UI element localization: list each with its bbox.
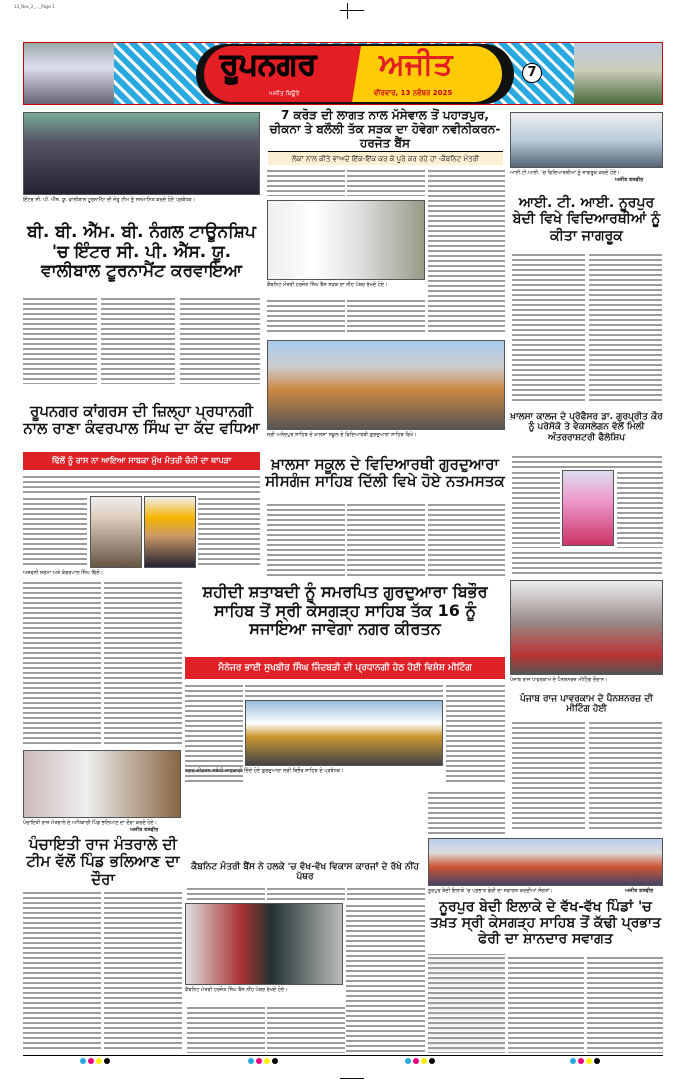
meeting-photo bbox=[245, 700, 443, 766]
iti-photo bbox=[510, 112, 663, 168]
body-text-column bbox=[23, 890, 101, 1050]
body-text-column bbox=[589, 252, 662, 402]
body-text-column bbox=[512, 470, 560, 548]
headline: ਪੰਜਾਬ ਰਾਜ ਪਾਵਰਕਾਮ ਦੇ ਪੈਨਸ਼ਨਰਜ਼ ਦੀ ਮੀਟਿੰਗ ਹੋਈ bbox=[520, 693, 653, 714]
portrait-photo bbox=[90, 496, 142, 568]
photo-caption: ਇੰਟਰ ਸੀ. ਪੀ. ਐੱਸ. ਯੂ. ਵਾਲੀਬਾਲ ਟੂਰਨਾਮੈਂਟ ਦੀ ਜੇਤੂ ਟੀਮ ਨੂੰ ਸਨਮਾਨਿਤ ਕਰਦੇ ਹੋਏ ਪ੍ਰਬੰਧਕ। bbox=[23, 197, 196, 203]
body-text-column bbox=[23, 496, 87, 568]
headline: ਕੈਬਨਿਟ ਮੰਤਰੀ ਬੈਂਸ ਨੇ ਹਲਕੇ 'ਚ ਵੱਖ-ਵੱਖ ਵਿਕਾਸ ਕਾਰਜਾਂ ਦੇ ਰੱਖੇ ਨੀਂਹ ਪੱਥਰ bbox=[191, 861, 419, 882]
masthead-city: ਰੂਪਨਗਰ bbox=[220, 47, 317, 82]
body-text-column bbox=[267, 1005, 345, 1053]
photo-caption: ਅਸ਼ਵਨੀ ਸ਼ਰਮਾ ਅਤੇ ਕੰਵਰਪਾਲ ਸਿੰਘ ਢਿੱਲੋਂ। bbox=[23, 570, 103, 576]
photo-credit: ਅਜੀਤ ਤਸਵੀਰ bbox=[130, 827, 159, 833]
body-text-column bbox=[512, 252, 585, 402]
body-text-column bbox=[187, 886, 265, 900]
body-text-column bbox=[267, 502, 345, 576]
issue-date: ਵੀਰਵਾਰ, 13 ਨਵੰਬਰ 2025 bbox=[374, 89, 453, 97]
masthead bbox=[23, 42, 663, 105]
headline: ਰੂਪਨਗਰ ਕਾਂਗਰਸ ਦੀ ਜ਼ਿਲ੍ਹਾ ਪ੍ਰਧਾਨਗੀ ਨਾਲ ਰਾਣਾ ਕੰਵਰਪਾਲ ਸਿੰਘ ਦਾ ਕੱਦ ਵਧਿਆ bbox=[23, 401, 260, 437]
photo-caption: ਕੈਬਨਿਟ ਮੰਤਰੀ ਹਰਜੋਤ ਸਿੰਘ ਬੈਂਸ ਨੀਂਹ ਪੱਥਰ ਰੱਖਦੇ ਹੋਏ। bbox=[185, 987, 288, 993]
headline: ਪੰਚਾਇਤੀ ਰਾਜ ਮੰਤਰਾਲੇ ਦੀ ਟੀਮ ਵੱਲੋਂ ਪਿੰਡ ਭਲਿਆਣ ਦਾ ਦੌਰਾ bbox=[26, 835, 180, 888]
body-text-column bbox=[347, 298, 425, 334]
body-text-column bbox=[512, 454, 662, 468]
body-text-column bbox=[245, 683, 443, 697]
students-group-photo bbox=[267, 340, 505, 430]
photo-caption: ਪੰਚਾਇਤੀ ਰਾਜ ਮੰਤਰਾਲੇ ਦੇ ਅਧਿਕਾਰੀ ਪਿੰਡ ਭਲਿਆਣ ਦਾ ਦੌਰਾ ਕਰਦੇ ਹੋਏ। bbox=[23, 820, 157, 826]
pensioners-photo bbox=[510, 580, 663, 675]
body-text-column bbox=[101, 296, 175, 384]
body-text-column bbox=[346, 903, 425, 1053]
page-number: 7 bbox=[522, 63, 542, 83]
registration-mark bbox=[347, 3, 348, 19]
body-text-column bbox=[428, 502, 505, 576]
photo-caption: ਨਗਰ ਕੀਰਤਨ ਸਬੰਧੀ ਜਾਣਕਾਰੀ ਦਿੰਦੇ ਹੋਏ ਗੁਰਦੁਆਰਾ ਸ੍ਰੀ ਬਿਭੌਰ ਸਾਹਿਬ ਦੇ ਪ੍ਰਬੰਧਕ। bbox=[185, 768, 344, 774]
color-registration-bar bbox=[570, 1058, 600, 1064]
body-text-column bbox=[508, 955, 584, 1053]
prabhat-feri-photo bbox=[428, 838, 663, 886]
headline: ਆਈ. ਟੀ. ਆਈ. ਨੂਰਪੁਰ ਬੇਦੀ ਵਿਖੇ ਵਿਦਿਆਰਥੀਆਂ ਨੂੰ ਕੀਤਾ ਜਾਗਰੂਕ bbox=[512, 195, 661, 244]
footer-rule bbox=[23, 1055, 663, 1056]
body-text-column bbox=[267, 298, 345, 334]
color-registration-bar bbox=[248, 1058, 278, 1064]
subheadline: ਲੋਕਾਂ ਨਾਲ ਕੀਤੇ ਵਾਅਦੇ ਇੱਕ-ਇੱਕ ਕਰ ਕੇ ਪੂਰੇ ਕਰ ਰਹੇ ਹਾਂ -ਕੈਬਨਿਟ ਮੰਤਰੀ bbox=[268, 151, 503, 165]
tagline: ਅਜੀਤ ਬਿਊਰੋ bbox=[269, 90, 300, 97]
red-banner: ਢਿੱਲੋਂ ਨੂੰ ਰਾਸ ਨਾ ਆਇਆ ਸਾਬਕਾ ਮੁੱਖ ਮੰਤਰੀ ਚੰਨੀ ਦਾ ਥਾਪੜਾ bbox=[23, 452, 260, 470]
color-registration-bar bbox=[80, 1058, 110, 1064]
headline: ਸ਼ਹੀਦੀ ਸ਼ਤਾਬਦੀ ਨੂੰ ਸਮਰਪਿਤ ਗੁਰਦੁਆਰਾ ਬਿਭੌਰ ਸਾਹਿਬ ਤੋਂ ਸ੍ਰੀ ਕੇਸਗੜ੍ਹ ਸਾਹਿਬ ਤੱਕ 16 ਨੂੰ ਸਜਾਇਆ ਜਾਵੇਗਾ ਨਗਰ ਕੀਰਤਨ bbox=[202, 582, 488, 639]
body-text-column bbox=[23, 474, 260, 494]
body-text-column bbox=[267, 886, 345, 900]
body-text-column bbox=[23, 296, 97, 384]
body-text-column bbox=[512, 550, 662, 574]
photo-caption: ਕੈਬਨਿਟ ਮੰਤਰੀ ਹਰਜੋਤ ਸਿੰਘ ਬੈਂਸ ਸੜਕ ਦਾ ਨੀਂਹ ਪੱਥਰ ਰੱਖਦੇ ਹੋਏ। bbox=[267, 282, 388, 288]
body-text-column bbox=[104, 580, 182, 745]
photo-caption: ਨੂਰਪੁਰ ਬੇਦੀ ਇਲਾਕੇ 'ਚ ਪ੍ਰਭਾਤ ਫੇਰੀ ਦਾ ਸਵਾਗਤ ਕਰਦੀਆਂ ਸੰਗਤਾਂ। bbox=[428, 888, 553, 894]
body-text-column bbox=[512, 720, 585, 832]
photo-credit: ਅਜੀਤ ਤਸਵੀਰ bbox=[615, 177, 644, 183]
portrait-photo bbox=[144, 496, 196, 568]
body-text-column bbox=[347, 886, 425, 900]
body-text-column bbox=[198, 496, 260, 568]
body-text-column bbox=[23, 748, 25, 749]
headline: ਖ਼ਾਲਸਾ ਸਕੂਲ ਦੇ ਵਿਦਿਆਰਥੀ ਗੁਰਦੁਆਰਾ ਸੀਸਗੰਜ ਸਾਹਿਬ ਦਿੱਲੀ ਵਿਖੇ ਹੋਏ ਨਤਮਸਤਕ bbox=[265, 454, 505, 490]
body-text-column bbox=[587, 955, 663, 1053]
volleyball-team-photo bbox=[23, 112, 260, 195]
body-text-column bbox=[347, 168, 425, 196]
body-text-column bbox=[617, 470, 663, 548]
body-text-column bbox=[428, 955, 505, 1053]
body-text-column bbox=[428, 168, 505, 333]
gurdwara-photo bbox=[24, 43, 114, 104]
photo-caption: ਆਈ.ਟੀ.ਆਈ. 'ਚ ਵਿਦਿਆਰਥੀਆਂ ਨੂੰ ਜਾਗਰੂਕ ਕਰਦੇ ਹੋਏ। bbox=[510, 170, 620, 176]
registration-mark bbox=[340, 1078, 364, 1079]
headline: ਖ਼ਾਲਸਾ ਕਾਲਜ ਦੇ ਪ੍ਰੋਫੈਸਰ ਡਾ. ਗੁਰਪ੍ਰੀਤ ਕੌਰ ਨੂੰ ਪਰੋਸੋਕੋ ਤੇ ਵੋਕਸਲੇਗਨ ਵੱਲੋਂ ਮਿਲੀ ਅੰਤਰਰਾਸ਼ਟਰੀ ਫੈਲੋਸ਼ਿਪ bbox=[510, 411, 663, 443]
foundation-stone-photo bbox=[267, 200, 425, 280]
body-text-column bbox=[347, 502, 425, 576]
photo-caption: ਸ੍ਰੀ ਅਨੰਦਪੁਰ ਸਾਹਿਬ ਦੇ ਖ਼ਾਲਸਾ ਸਕੂਲ ਦੇ ਵਿਦਿਆਰਥੀ ਗੁਰਦੁਆਰਾ ਸਾਹਿਬ ਵਿਖੇ। bbox=[267, 432, 417, 438]
red-banner: ਮੈਨੇਜਰ ਭਾਈ ਸੁਖਬੀਰ ਸਿੰਘ ਜਿੰਦਬੜੀ ਦੀ ਪ੍ਰਧਾਨਗੀ ਹੇਠ ਹੋਈ ਵਿਸ਼ੇਸ਼ ਮੀਟਿੰਗ bbox=[185, 657, 505, 679]
registration-mark bbox=[340, 10, 364, 11]
body-text-column bbox=[187, 1005, 265, 1053]
body-text-column bbox=[428, 790, 505, 835]
body-text-column bbox=[446, 683, 505, 783]
panchayat-visit-photo bbox=[23, 750, 181, 818]
masthead-paper: ਅਜੀਤ bbox=[379, 47, 453, 82]
headline: ਬੀ. ਬੀ. ਐੱਮ. ਬੀ. ਨੰਗਲ ਟਾਊਨਸ਼ਿਪ 'ਚ ਇੰਟਰ ਸੀ. ਪੀ. ਐੱਸ. ਯੂ. ਵਾਲੀਬਾਲ ਟੂਰਨਾਮੈਂਟ ਕਰਵਾਇਆ bbox=[27, 222, 256, 282]
body-text-column bbox=[267, 168, 345, 196]
professor-portrait bbox=[562, 470, 614, 546]
photo-credit: ਅਜੀਤ ਤਸਵੀਰ bbox=[625, 888, 654, 894]
headline: ਨੂਰਪੁਰ ਬੇਦੀ ਇਲਾਕੇ ਦੇ ਵੱਖ-ਵੱਖ ਪਿੰਡਾਂ 'ਚ ਤਖ਼ਤ ਸ੍ਰੀ ਕੇਸਗੜ੍ਹ ਸਾਹਿਬ ਤੋਂ ਕੱਢੀ ਪ੍ਰਭਾਤ ਫੇਰੀ ਦਾ ਸ਼ਾਨਦਾਰ ਸਵਾਗਤ bbox=[428, 895, 663, 951]
photo-caption: ਪੰਜਾਬ ਰਾਜ ਪਾਵਰਕਾਮ ਦੇ ਪੈਨਸ਼ਨਰਜ਼ ਮੀਟਿੰਗ ਦੌਰਾਨ। bbox=[510, 677, 608, 683]
body-text-column bbox=[104, 890, 182, 1050]
body-text-column bbox=[589, 720, 662, 832]
town-photo bbox=[574, 43, 662, 104]
lead-headline: 7 ਕਰੋੜ ਦੀ ਲਾਗਤ ਨਾਲ ਮੱਸੇਵਾਲ ਤੋਂ ਪਹਾੜਪੁਰ, ਚੀਕਨਾ ਤੇ ਬਲੌਲੀ ਤੱਕ ਸੜਕ ਦਾ ਹੋਵੇਗਾ ਨਵੀਨੀਕਰਨ- ਹਰਜੋਤ ਬੈਂਸ bbox=[269, 108, 501, 150]
print-slug: 13_Nov_2_..._Page 1 bbox=[14, 4, 55, 9]
body-text-column bbox=[23, 580, 101, 745]
foundation-stones-photo bbox=[185, 903, 343, 985]
body-text-column bbox=[180, 296, 260, 384]
color-registration-bar bbox=[405, 1058, 435, 1064]
